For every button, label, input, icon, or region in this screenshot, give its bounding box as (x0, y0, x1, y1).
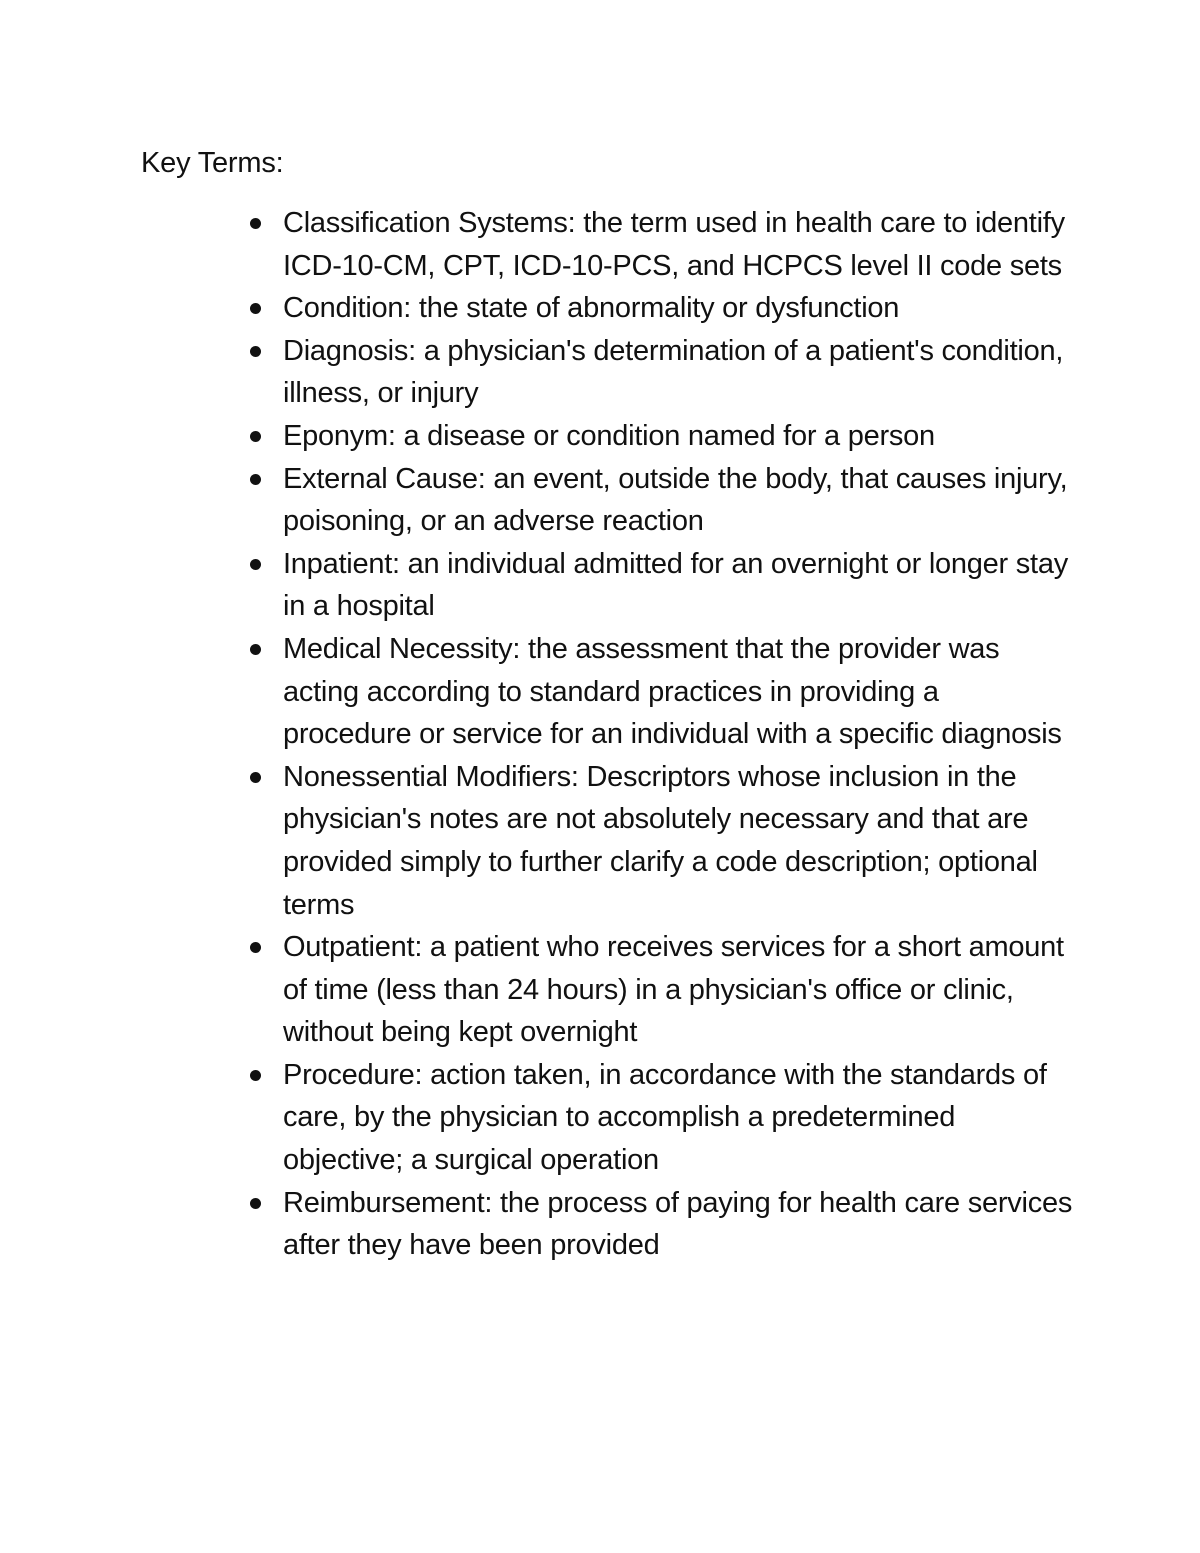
term-definition: Condition: the state of abnormality or dysfunction (283, 292, 900, 325)
term-definition: Reimbursement: the process of paying for health care services after they have been provided (283, 1186, 1073, 1262)
bullet-icon (250, 303, 261, 314)
bullet-icon (250, 431, 261, 442)
bullet-icon (250, 559, 261, 570)
bullet-icon (250, 346, 261, 357)
bullet-icon (250, 942, 261, 953)
list-item-nonessential-modifiers (283, 756, 1073, 926)
list-item-outpatient (283, 926, 1073, 1054)
list-item-condition (283, 287, 1073, 330)
list-item-procedure (283, 1054, 1073, 1182)
page-heading: Key Terms: (141, 147, 284, 179)
term-definition: Diagnosis: a physician's determination of a patient's condition, illness, or injury (283, 334, 1064, 410)
bullet-icon (250, 1198, 261, 1209)
term-definition: External Cause: an event, outside the body, that causes injury, poisoning, or an adverse reaction (283, 462, 1068, 538)
term-definition: Medical Necessity: the assessment that the provider was acting according to standard practices in providing a procedure or service for an individual with a specific diagnosis (283, 632, 1062, 751)
term-definition: Outpatient: a patient who receives services for a short amount of time (less than 24 hours) in a physician's office or clinic, without being kept overnight (283, 931, 1064, 1049)
term-definition: Inpatient: an individual admitted for an overnight or longer stay in a hospital (283, 547, 1068, 623)
term-definition: Nonessential Modifiers: Descriptors whose inclusion in the physician's notes are not absolutely necessary and that are provided simply to further clarify a code description; optional terms (283, 760, 1038, 921)
list-item-external-cause (283, 458, 1073, 543)
term-definition: Procedure: action taken, in accordance with the standards of care, by the physician to accomplish a predetermined objective; a surgical operation (283, 1058, 1047, 1177)
bullet-icon (250, 1070, 261, 1081)
list-item-eponym (283, 415, 1073, 458)
list-item-inpatient (283, 543, 1073, 628)
list-item-medical-necessity (283, 628, 1073, 756)
key-terms-list (283, 202, 1073, 1267)
list-item-reimbursement (283, 1182, 1073, 1267)
term-definition: Eponym: a disease or condition named for a person (283, 419, 935, 452)
list-item-classification-systems (283, 202, 1073, 287)
list-item-diagnosis (283, 330, 1073, 415)
bullet-icon (250, 772, 261, 783)
bullet-icon (250, 218, 261, 229)
term-definition: Classification Systems: the term used in health care to identify ICD-10-CM, CPT, ICD-10-PCS, and HCPCS level II code sets (283, 207, 1065, 282)
bullet-icon (250, 644, 261, 655)
bullet-icon (250, 474, 261, 485)
